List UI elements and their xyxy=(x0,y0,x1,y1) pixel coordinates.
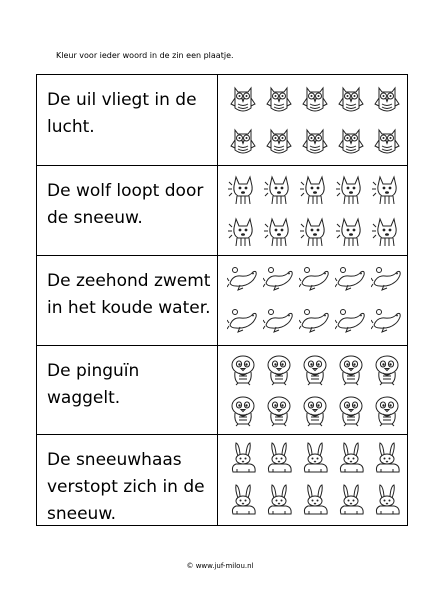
column-divider xyxy=(217,346,218,434)
seal-icon xyxy=(299,263,331,297)
seal-icon xyxy=(335,305,367,339)
wolf-icon xyxy=(227,215,259,249)
seal-icon xyxy=(227,305,259,339)
owl-icon xyxy=(335,82,367,116)
wolf-icon xyxy=(335,215,367,249)
sentence-text: De zeehond zwemt in het koude water. xyxy=(47,271,211,318)
sentence-row-seal xyxy=(37,255,407,345)
owl-icon xyxy=(299,82,331,116)
wolf-icon xyxy=(371,215,403,249)
picture-grid-hare xyxy=(221,435,407,525)
seal-icon xyxy=(299,305,331,339)
seal-icon xyxy=(227,263,259,297)
hare-icon xyxy=(263,442,295,476)
penguin-icon xyxy=(299,353,331,387)
instruction-text: Kleur voor ieder woord in de zin een plaatje. xyxy=(56,51,234,60)
hare-icon xyxy=(299,484,331,518)
penguin-icon xyxy=(263,353,295,387)
column-divider xyxy=(217,435,218,525)
column-divider xyxy=(217,166,218,255)
owl-icon xyxy=(371,82,403,116)
seal-icon xyxy=(371,305,403,339)
owl-icon xyxy=(227,124,259,158)
sentence-text: De pinguïn waggelt. xyxy=(47,361,140,408)
owl-icon xyxy=(227,82,259,116)
sentence-text: De wolf loopt door de sneeuw. xyxy=(47,181,204,228)
penguin-icon xyxy=(371,353,403,387)
sentence-row-owl xyxy=(37,75,407,165)
penguin-icon xyxy=(371,394,403,428)
sentence-row-wolf xyxy=(37,165,407,255)
penguin-icon xyxy=(227,353,259,387)
wolf-icon xyxy=(299,215,331,249)
wolf-icon xyxy=(227,173,259,207)
hare-icon xyxy=(227,484,259,518)
picture-grid-owl xyxy=(221,75,407,165)
owl-icon xyxy=(371,124,403,158)
sentence-text: De sneeuwhaas verstopt zich in de sneeuw. xyxy=(47,450,205,524)
picture-grid-wolf xyxy=(221,166,407,255)
column-divider xyxy=(217,75,218,165)
hare-icon xyxy=(263,484,295,518)
sentence-row-penguin xyxy=(37,345,407,434)
hare-icon xyxy=(371,442,403,476)
hare-icon xyxy=(227,442,259,476)
wolf-icon xyxy=(299,173,331,207)
worksheet-table xyxy=(36,74,408,526)
copyright-footer: © www.juf-milou.nl xyxy=(186,562,254,570)
wolf-icon xyxy=(263,215,295,249)
sentence-text: De uil vliegt in de lucht. xyxy=(47,90,197,137)
hare-icon xyxy=(299,442,331,476)
hare-icon xyxy=(335,484,367,518)
seal-icon xyxy=(371,263,403,297)
column-divider xyxy=(217,256,218,345)
hare-icon xyxy=(335,442,367,476)
penguin-icon xyxy=(263,394,295,428)
seal-icon xyxy=(263,263,295,297)
penguin-icon xyxy=(227,394,259,428)
sentence-row-hare xyxy=(37,434,407,525)
penguin-icon xyxy=(335,394,367,428)
wolf-icon xyxy=(371,173,403,207)
picture-grid-seal xyxy=(221,256,407,345)
picture-grid-penguin xyxy=(221,346,407,434)
penguin-icon xyxy=(335,353,367,387)
seal-icon xyxy=(263,305,295,339)
wolf-icon xyxy=(263,173,295,207)
hare-icon xyxy=(371,484,403,518)
owl-icon xyxy=(335,124,367,158)
owl-icon xyxy=(263,82,295,116)
owl-icon xyxy=(299,124,331,158)
seal-icon xyxy=(335,263,367,297)
wolf-icon xyxy=(335,173,367,207)
penguin-icon xyxy=(299,394,331,428)
owl-icon xyxy=(263,124,295,158)
